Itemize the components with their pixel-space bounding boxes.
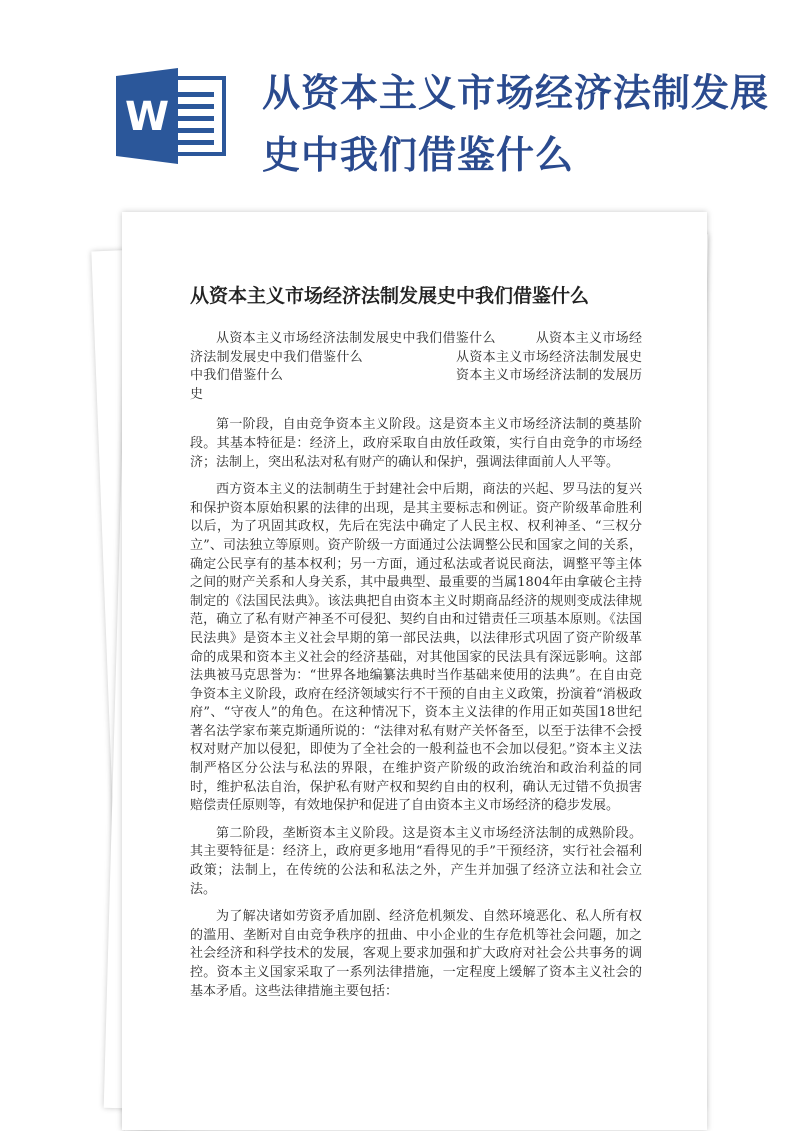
page-header-title: 从资本主义市场经济法制发展史中我们借鉴什么 [262,71,770,177]
word-document-icon [116,68,228,164]
svg-text:W: W [124,94,170,140]
document-body [190,330,642,1010]
paragraph: 西方资本主义的法制萌生于封建社会中后期，商法的兴起、罗马法的复兴和保护资本原始积累的法律的出现，是其主要标志和例证。资产阶级革命胜利以后，为了巩固其政权，先后在宪法中确定了人民主权、权利神圣、“三权分立”、司法独立等原则。资产阶级一方面通过公法调整公民和国家之间的关系，确定公民享有的基本权利；另一方面，通过私法或者说民商法，调整平等主体之间的财产关系和人身关系，其中最典型、最重要的当属1804年由拿破仑主持制定的《法国民法典》。该法典把自由资本主义时期商品经济的规则变成法律规范，确立了私有财产神圣不可侵犯、契约自由和过错责任三项基本原则。《法国民法典》是资本主义社会早期的第一部民法典，以法律形式巩固了资产阶级革命的成果和资本主义社会的经济基础，对其他国家的民法具有深远影响。这部法典被马克思誉为：“世界各地编纂法典时当作基础来使用的法典”。在自由竞争资本主义阶段，政府在经济领域实行不干预的自由主义政策，扮演着“消极政府”、“守夜人”的角色。在这种情况下，资本主义法律的作用正如英国18世纪著名法学家布莱克斯通所说的：“法律对私有财产关怀备至，以至于法律不会授权对财产加以侵犯，即使为了全社会的一般利益也不会加以侵犯。”资本主义法制严格区分公法与私法的界限，在维护资产阶级的政治统治和政治利益的同时，维护私法自治，保护私有财产权和契约自由的权利，确认无过错不负损害赔偿责任原则等，有效地保护和促进了自由资本主义市场经济的稳步发展。 [190,482,642,814]
document-toc [190,330,642,404]
paragraph: 第二阶段，垄断资本主义阶段。这是资本主义市场经济法制的成熟阶段。其主要特征是：经济上，政府更多地用“看得见的手”干预经济，实行社会福利政策；法制上，在传统的公法和私法之外，产生并加强了经济立法和社会立法。 [190,825,642,897]
document-title: 从资本主义市场经济法制发展史中我们借鉴什么 [190,285,590,307]
paragraph: 第一阶段，自由竞争资本主义阶段。这是资本主义市场经济法制的奠基阶段。其基本特征是：经济上，政府采取自由放任政策，实行自由竞争的市场经济；法制上，突出私法对私有财产的确认和保护，强调法律面前人人平等。 [190,417,642,470]
toc-text: 从资本主义市场经济法制发展史中我们借鉴什么 从资本主义市场经济法制发展史中我们借鉴什么 从资本主义市场经济法制发展史中我们借鉴什么 资本主义市场经济法制的发展历史 [190,331,642,402]
paragraph: 为了解决诸如劳资矛盾加剧、经济危机频发、自然环境恶化、私人所有权的滥用、垄断对自由竞争秩序的扭曲、中小企业的生存危机等社会问题，加之社会经济和科学技术的发展，客观上要求加强和扩大政府对社会公共事务的调控。资本主义国家采取了一系列法律措施，一定程度上缓解了资本主义社会的基本矛盾。这些法律措施主要包括： [190,909,642,999]
